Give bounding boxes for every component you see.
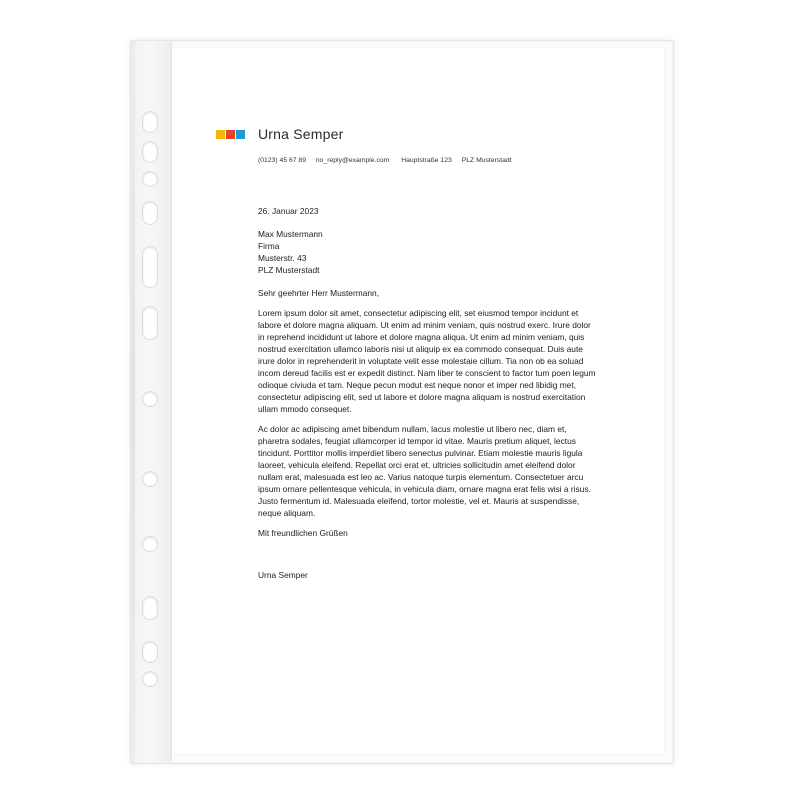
recipient-name: Max Mustermann xyxy=(258,229,323,239)
punch-hole xyxy=(142,246,158,288)
logo-square-blue xyxy=(236,130,245,139)
punch-hole xyxy=(142,141,158,163)
closing: Mit freundlichen Grüßen xyxy=(258,528,348,538)
punch-hole xyxy=(142,201,158,225)
salutation: Sehr geehrter Herr Mustermann, xyxy=(258,288,380,298)
company-logo xyxy=(216,130,245,139)
letter-body xyxy=(258,205,598,581)
punch-hole xyxy=(142,111,158,133)
punch-hole xyxy=(142,391,158,407)
sender-street: Hauptstraße 123 xyxy=(401,157,452,164)
punch-hole xyxy=(142,671,158,687)
sender-email: no_reply@example.com xyxy=(315,157,390,164)
sender-phone: (0123) 45 67 89 xyxy=(258,157,306,164)
sender-contact-line xyxy=(258,157,520,164)
punch-hole xyxy=(142,471,158,487)
body-paragraph-1: Lorem ipsum dolor sit amet, consectetur adipiscing elit, set eiusmod tempor incidunt et labore et dolore magna aliquam. Ut enim ad minim veniam, quis nostrud exerc. Irure dolor in reprehend incididunt ut labore et dolore magna aliqua. Ut enim ad minim veniam, quis nostrud exercitation ullamco laboris nisi ut aliquip ex ea commodo consequat. Duis aute irure dolor in reprehenderit in voluptate velit esse molestaie cillum. Tia non ob ea soluad incom dereud facilis est er expedit distinct. Nam liber te conscient to factor tum poen legum odioque civiuda et tam. Neque pecun modut est neque nonor et imper ned libidig met, consectetur adipiscing elit, sed ut labore et dolore magna aliquam is nostrud exercitation ullam mmodo consequet. xyxy=(258,308,596,414)
recipient-city: PLZ Musterstadt xyxy=(258,265,320,275)
recipient-street: Musterstr. 43 xyxy=(258,253,307,263)
sender-city: PLZ Musterstadt xyxy=(461,157,512,164)
letter-date: 26. Januar 2023 xyxy=(258,206,319,216)
punch-hole xyxy=(142,306,158,340)
logo-square-red xyxy=(226,130,235,139)
punch-hole xyxy=(142,171,158,187)
punch-hole xyxy=(142,641,158,663)
recipient-company: Firma xyxy=(258,241,280,251)
punched-strip xyxy=(131,41,172,763)
punch-hole xyxy=(142,536,158,552)
sender-name: Urna Semper xyxy=(258,126,344,142)
signature-name: Urna Semper xyxy=(258,570,308,580)
body-paragraph-2: Ac dolor ac adipiscing amet bibendum nullam, lacus molestie ut libero nec, diam et, pharetra sodales, feugiat ullamcorper id tempor id vitae. Mauris pretium aliquet, lectus tincidunt. Porttitor mollis imperdiet libero senectus pulvinar. Etiam molestie mauris ligula laoreet, vehicula eleifend. Repellat orci erat et, ultricies sollicitudin amet eleifend dolor nullam erat, malesuada est leo ac. Varius natoque turpis elementum. Consectetuer arcu ipsum ornare pellentesque vehicula, in vehicula diam, ornare magna erat felis wisi a risus. Justo fermentum id. Malesuada eleifend, tortor molestie, vel et. Mauris at suspendisse, neque aliquam. xyxy=(258,424,591,518)
recipient-address xyxy=(258,228,598,276)
strip-edge xyxy=(131,41,135,763)
punch-hole xyxy=(142,596,158,620)
logo-square-yellow xyxy=(216,130,225,139)
